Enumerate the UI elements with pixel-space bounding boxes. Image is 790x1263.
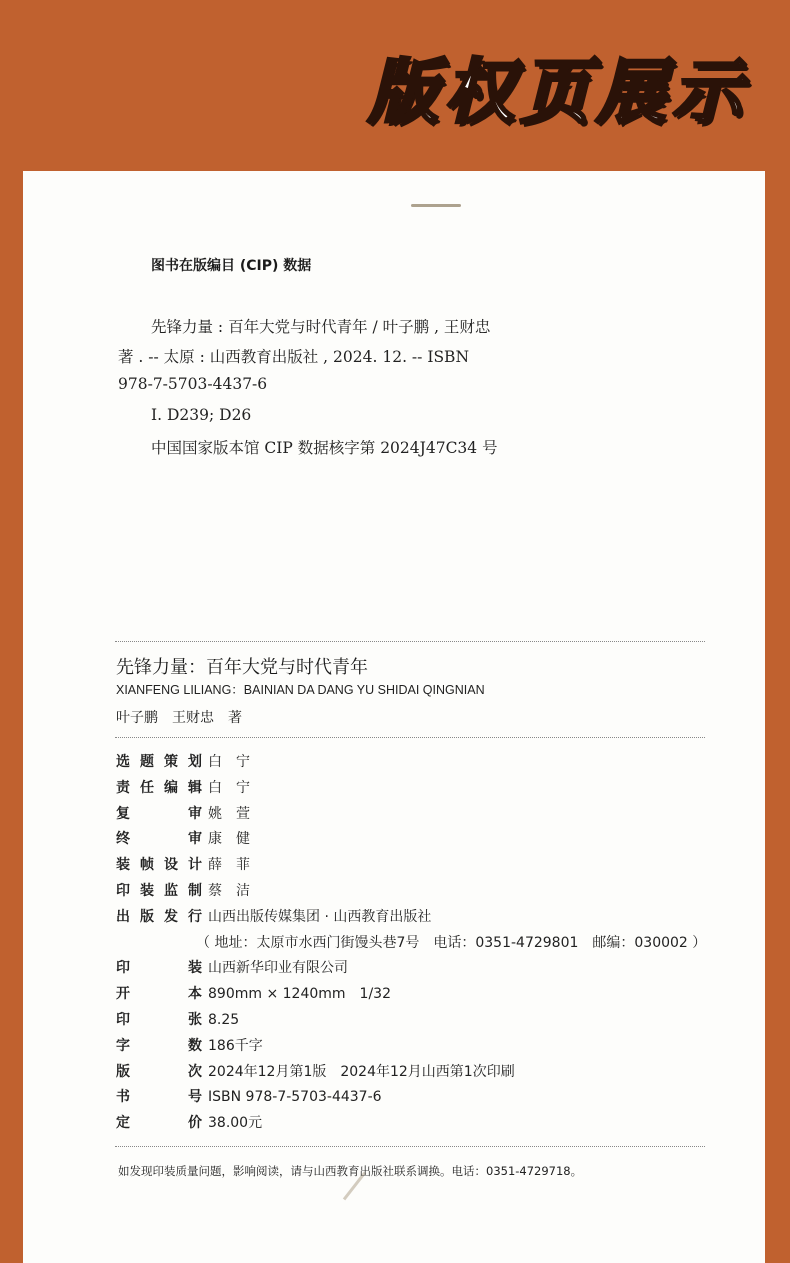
- credit-row: [116, 906, 736, 932]
- credit-row: [116, 751, 736, 777]
- credits-list: [116, 751, 736, 1138]
- spec-value: 2024年12月第1版 2024年12月山西第1次印刷: [208, 1063, 515, 1080]
- print-smudge: [411, 204, 461, 207]
- spec-row: [116, 983, 736, 1009]
- credit-label: 责任编辑: [116, 779, 202, 796]
- spec-value: 山西新华印业有限公司: [208, 960, 348, 977]
- banner-title: 版权页展示: [368, 51, 748, 133]
- credit-value: 薛 菲: [208, 857, 250, 874]
- divider: [115, 641, 705, 642]
- cip-line: 978-7-5703-4437-6: [118, 375, 268, 393]
- publisher-address: （ 地址：太原市水西门街馒头巷7号 电话：0351-4729801 邮编：030002 ）: [196, 934, 707, 951]
- spec-label: 印装: [116, 960, 202, 977]
- credit-label: 装帧设计: [116, 857, 202, 874]
- credit-value: 山西出版传媒集团 · 山西教育出版社: [208, 908, 432, 925]
- credit-row: [116, 803, 736, 829]
- spec-value: ISBN 978-7-5703-4437-6: [208, 1089, 382, 1106]
- spec-row: [116, 1035, 736, 1061]
- credit-value: 白 宁: [208, 754, 250, 770]
- credit-row: [116, 828, 736, 854]
- spec-row: [116, 1061, 736, 1087]
- credit-label: 出版发行: [116, 908, 202, 925]
- credit-label: 复审: [116, 805, 202, 822]
- book-pinyin: XIANFENG LILIANG：BAINIAN DA DANG YU SHIDAI QINGNIAN: [116, 683, 485, 697]
- book-authors: 叶子鹏 王财忠 著: [116, 710, 242, 726]
- spec-label: 开本: [116, 986, 202, 1003]
- cip-heading: 图书在版编目 (CIP) 数据: [151, 258, 312, 274]
- spec-label: 书号: [116, 1089, 202, 1106]
- spec-row: [116, 1009, 736, 1035]
- credit-row: [116, 777, 736, 803]
- copyright-page: [23, 171, 765, 1263]
- spec-value: 38.00元: [208, 1115, 263, 1132]
- spec-label: 印张: [116, 1011, 202, 1028]
- cip-line: 先锋力量 : 百年大党与时代青年 / 叶子鹏 , 王财忠: [151, 318, 491, 336]
- credit-label: 印装监制: [116, 882, 202, 899]
- spec-label: 定价: [116, 1115, 202, 1132]
- spec-row: [116, 1086, 736, 1112]
- credit-label: 选题策划: [116, 754, 202, 770]
- spec-value: 890mm × 1240mm 1/32: [208, 986, 391, 1003]
- spec-row: [116, 1112, 736, 1138]
- credit-value: 蔡 洁: [208, 882, 250, 899]
- book-title: 先锋力量：百年大党与时代青年: [116, 657, 368, 678]
- divider: [115, 737, 705, 738]
- spec-label: 版次: [116, 1063, 202, 1080]
- cip-line: 中国国家版本馆 CIP 数据核字第 2024J47C34 号: [151, 439, 498, 457]
- credit-row: [116, 880, 736, 906]
- cip-line: Ⅰ. D239; D26: [151, 406, 252, 424]
- spec-value: 186千字: [208, 1037, 263, 1054]
- cip-line: 著 . -- 太原 : 山西教育出版社 , 2024. 12. -- ISBN: [118, 348, 470, 366]
- footer-note: 如发现印装质量问题，影响阅读，请与山西教育出版社联系调换。电话：0351-4729718。: [118, 1164, 583, 1178]
- divider: [115, 1146, 705, 1147]
- credit-value: 康 健: [208, 831, 250, 848]
- spec-row: [116, 957, 736, 983]
- credit-value: 白 宁: [208, 779, 250, 796]
- credit-label: 终审: [116, 831, 202, 848]
- credit-value: 姚 萱: [208, 805, 250, 822]
- spec-value: 8.25: [208, 1011, 240, 1028]
- spec-label: 字数: [116, 1037, 202, 1054]
- credit-row: [116, 854, 736, 880]
